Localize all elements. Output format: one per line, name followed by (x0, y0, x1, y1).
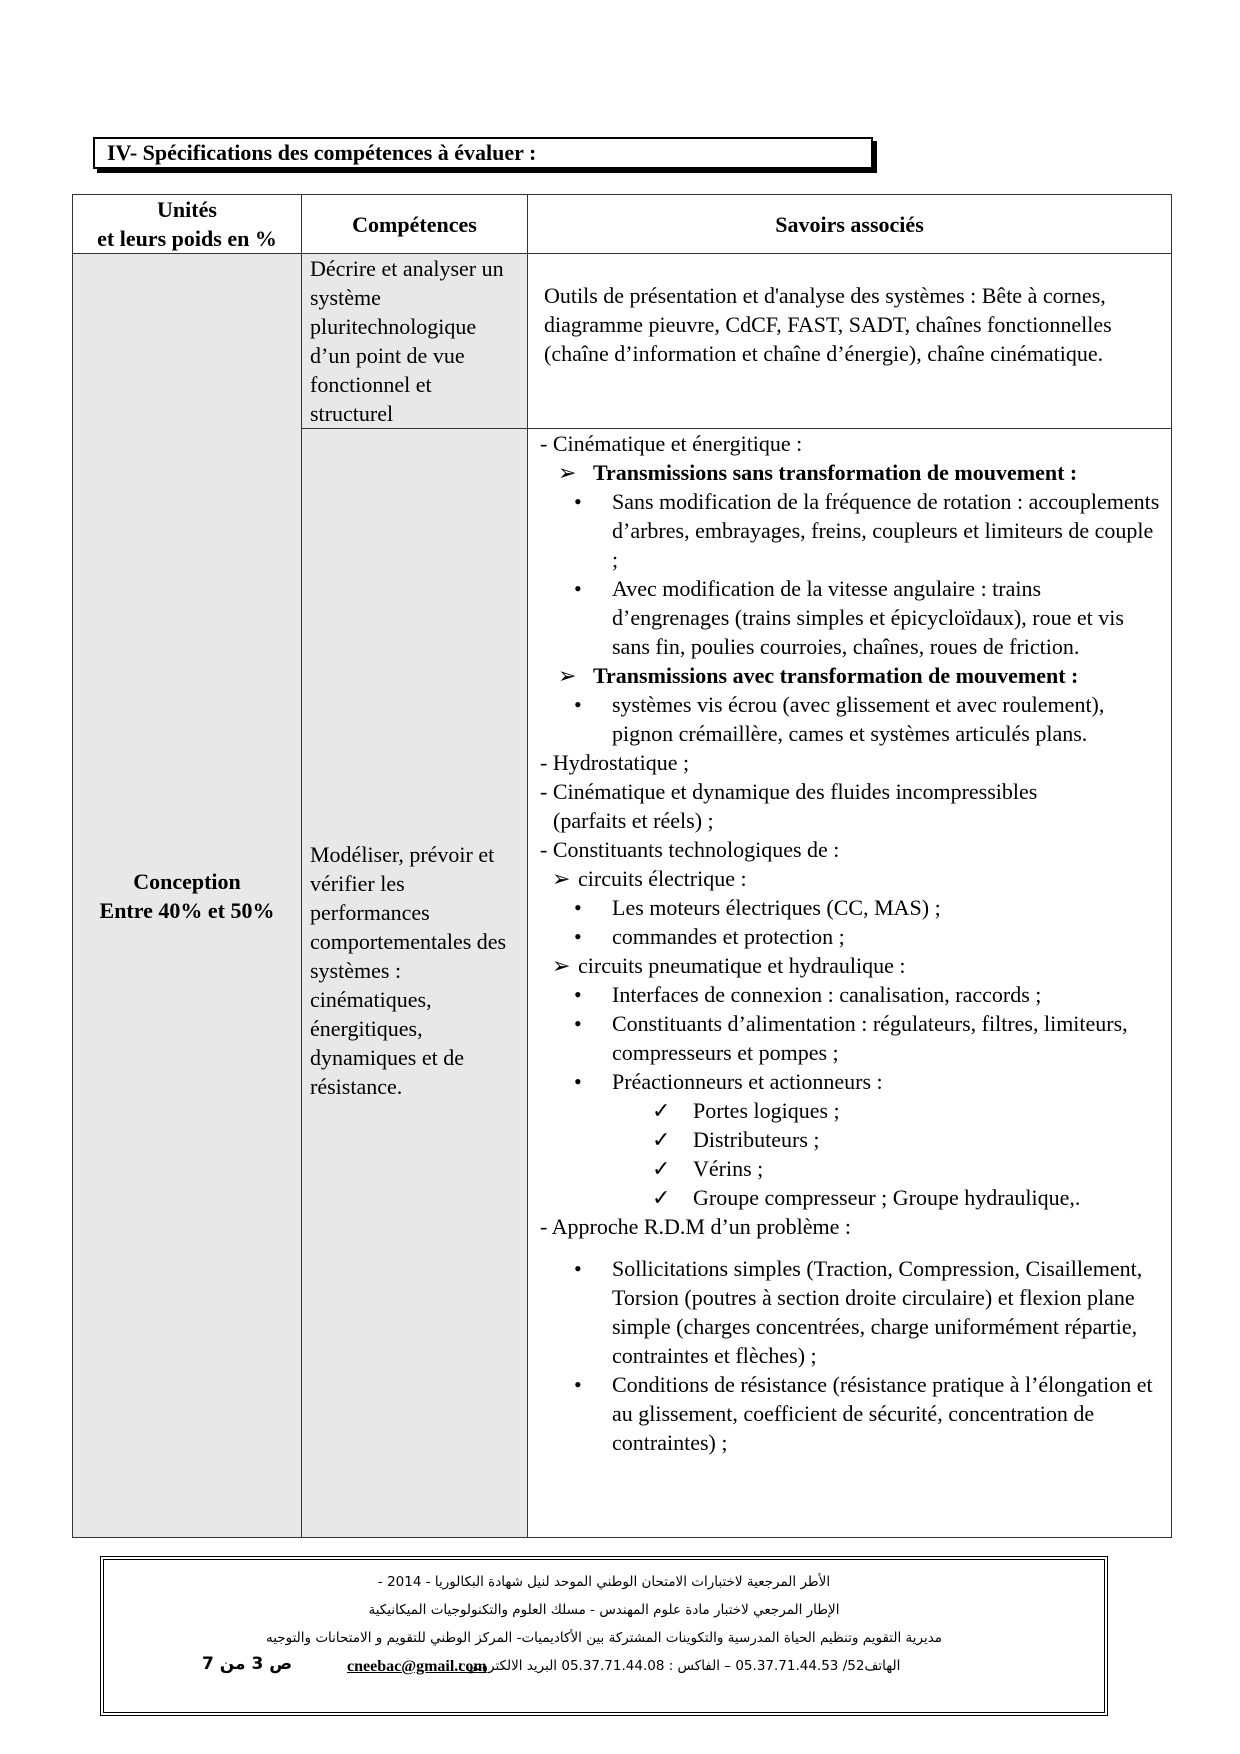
check-item (540, 1183, 1161, 1212)
arrow-bullet-icon: ➢ (552, 953, 571, 978)
list-item (540, 1009, 1161, 1067)
arrow-bullet-icon: ➢ (558, 663, 577, 688)
list-item-text: Les moteurs électriques (CC, MAS) ; (612, 895, 941, 920)
savoir-cinematique: - Cinématique et énergitique : (540, 431, 803, 456)
footer-email-link[interactable]: cneebac@gmail.com (347, 1658, 487, 1675)
list-item (540, 487, 1161, 574)
dot-bullet-icon: • (574, 1372, 582, 1397)
header-unites-line1: Unités (157, 197, 217, 222)
unit-weight: Entre 40% et 50% (99, 897, 275, 923)
list-item-text: Constituants d’alimentation : régulateurs, filtres, limiteurs, compresseurs et pompes ; (612, 1011, 1128, 1065)
list-item (540, 574, 1161, 661)
list-item (540, 980, 1161, 1009)
check-mark-icon: ✓ (652, 1156, 671, 1181)
savoir-circuits-pneumatique-text: circuits pneumatique et hydraulique : (578, 953, 906, 978)
list-item-text: Interfaces de connexion : canalisation, raccords ; (612, 982, 1042, 1007)
dot-bullet-icon: • (574, 1256, 582, 1281)
savoirs-outils: Outils de présentation et d'analyse des systèmes : Bête à cornes, diagramme pieuvre, CdCF, FAST, SADT, chaînes fonctionnelles (chaîne d’information et chaîne d’énergie), chaîne cinématique. (528, 254, 1172, 429)
competence-describe: Décrire et analyser un système pluritechnologique d’un point de vue fonctionnel et structurel (302, 254, 528, 429)
footer-line-2: الإطار المرجعي لاختبار مادة علوم المهندس - مسلك العلوم والتكنولوجيات الميكانيكية (368, 1602, 840, 1618)
savoir-rdm: - Approche R.D.M d’un problème : (540, 1214, 851, 1239)
savoirs-list (528, 429, 1172, 1538)
list-item-text: Sollicitations simples (Traction, Compression, Cisaillement, Torsion (poutres à section droite circulaire) et flexion plane simple (charges concentrées, charge uniformément répartie, contraintes et flèches) ; (612, 1256, 1143, 1368)
savoir-avec-transformation-text: Transmissions avec transformation de mouvement : (593, 663, 1079, 688)
savoir-fluides-cont: (parfaits et réels) ; (553, 808, 714, 833)
competence-modeliser-text: Modéliser, prévoir et vérifier les performances comportementales des systèmes : cinématiques, énergitiques, dynamiques et de résistance. (310, 841, 507, 1099)
dot-bullet-icon: • (574, 982, 582, 1007)
list-item (540, 922, 1161, 951)
savoir-circuits-pneumatique (540, 951, 1161, 980)
header-unites (73, 195, 302, 254)
competences-table (72, 194, 1172, 1538)
header-savoirs: Savoirs associés (528, 195, 1172, 254)
footer-contact: الهاتف52/ 05.37.71.44.53 – الفاكس : 05.37.71.44.08 البريد الالكتروني : (457, 1658, 901, 1674)
arrow-bullet-icon: ➢ (552, 866, 571, 891)
savoir-fluides: - Cinématique et dynamique des fluides incompressibles (540, 779, 1038, 804)
check-item (540, 1096, 1161, 1125)
unit-cell (73, 254, 302, 1538)
page-footer (100, 1556, 1108, 1716)
table-header-row (73, 195, 1172, 254)
list-item (540, 690, 1161, 748)
list-item-text: systèmes vis écrou (avec glissement et avec roulement), pignon crémaillère, cames et systèmes articulés plans. (612, 692, 1105, 746)
list-item-text: commandes et protection ; (612, 924, 845, 949)
dot-bullet-icon: • (574, 576, 582, 601)
section-title: IV- Spécifications des compétences à évaluer : (93, 137, 873, 169)
check-item-text: Distributeurs ; (693, 1127, 820, 1152)
dot-bullet-icon: • (574, 489, 582, 514)
dot-bullet-icon: • (574, 692, 582, 717)
check-item-text: Groupe compresseur ; Groupe hydraulique,. (693, 1185, 1081, 1210)
arrow-bullet-icon: ➢ (558, 460, 577, 485)
list-item (540, 1254, 1161, 1370)
savoir-circuits-electrique-text: circuits électrique : (578, 866, 747, 891)
savoir-circuits-electrique (540, 864, 1161, 893)
savoir-hydrostatique: - Hydrostatique ; (540, 750, 690, 775)
savoir-constituants: - Constituants technologiques de : (540, 837, 840, 862)
check-mark-icon: ✓ (652, 1127, 671, 1152)
check-item-text: Portes logiques ; (693, 1098, 840, 1123)
footer-line-1: الأطر المرجعية لاختبارات الامتحان الوطني الموحد لنيل شهادة البكالوريا - 2014 - (377, 1574, 831, 1590)
savoir-sans-transformation (540, 458, 1161, 487)
page-number: ص 3 من 7 (202, 1654, 293, 1674)
check-item (540, 1154, 1161, 1183)
list-item-text: Préactionneurs et actionneurs : (612, 1069, 883, 1094)
check-item (540, 1125, 1161, 1154)
dot-bullet-icon: • (574, 1069, 582, 1094)
list-item-text: Conditions de résistance (résistance pratique à l’élongation et au glissement, coefficient de sécurité, concentration de contraintes) ; (612, 1372, 1153, 1455)
footer-line-3: مديرية التقويم وتنظيم الحياة المدرسية والتكوينات المشتركة بين الأكاديميات- المركز الوطني للتقويم و الامتحانات والتوجيه (265, 1630, 943, 1646)
unit-name: Conception (133, 868, 241, 894)
header-unites-line2: et leurs poids en % (97, 226, 277, 251)
savoir-sans-transformation-text: Transmissions sans transformation de mouvement : (593, 460, 1078, 485)
header-competences: Compétences (302, 195, 528, 254)
list-item (540, 893, 1161, 922)
table-row (73, 254, 1172, 429)
check-mark-icon: ✓ (652, 1098, 671, 1123)
list-item (540, 1370, 1161, 1457)
list-item-text: Sans modification de la fréquence de rotation : accouplements d’arbres, embrayages, freins, coupleurs et limiteurs de couple ; (612, 489, 1160, 572)
competence-modeliser (302, 429, 528, 1538)
dot-bullet-icon: • (574, 895, 582, 920)
dot-bullet-icon: • (574, 924, 582, 949)
savoir-avec-transformation (540, 661, 1161, 690)
list-item (540, 1067, 1161, 1096)
dot-bullet-icon: • (574, 1011, 582, 1036)
check-item-text: Vérins ; (693, 1156, 764, 1181)
list-item-text: Avec modification de la vitesse angulaire : trains d’engrenages (trains simples et épicycloïdaux), roue et vis sans fin, poulies courroies, chaînes, roues de friction. (612, 576, 1124, 659)
check-mark-icon: ✓ (652, 1185, 671, 1210)
